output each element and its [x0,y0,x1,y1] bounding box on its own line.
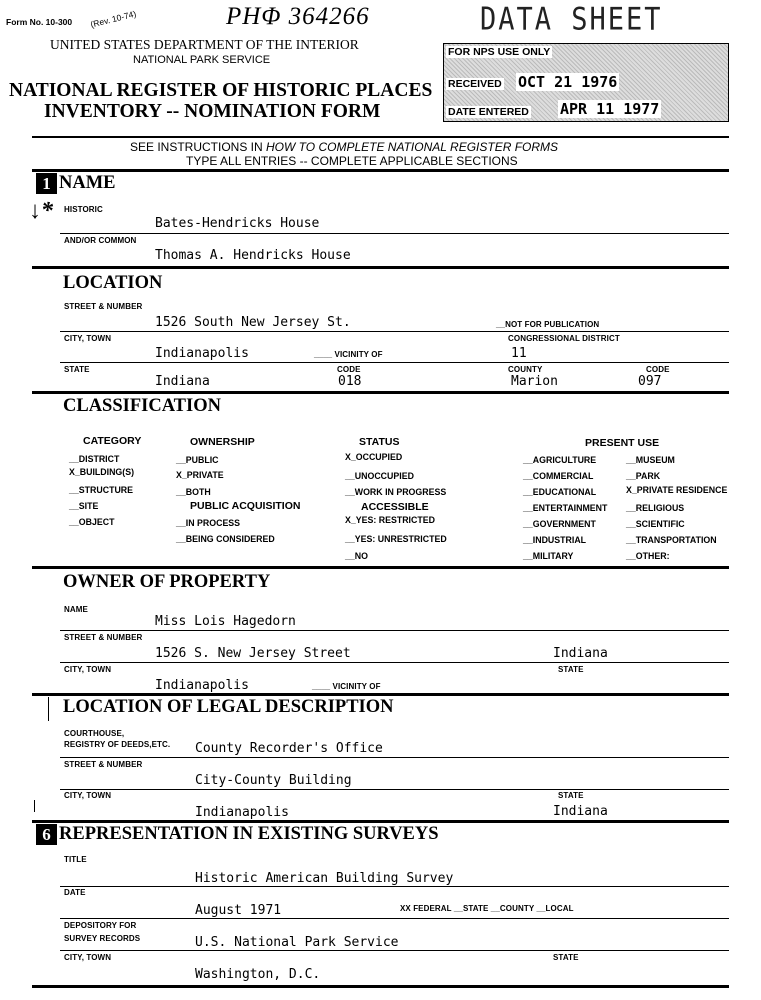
street-value: 1526 South New Jersey St. [155,315,351,330]
divider [32,266,729,269]
received-date: OCT 21 1976 [518,73,618,91]
public-acquisition-heading: PUBLIC ACQUISITION [190,500,301,512]
legal-state-label: STATE [558,791,584,800]
accessible-heading: ACCESSIBLE [361,501,429,513]
instructions-title: HOW TO COMPLETE NATIONAL REGISTER FORMS [266,140,559,154]
divider [32,169,729,172]
received-label: RECEIVED [448,78,502,90]
present-use-heading: PRESENT USE [585,437,660,449]
code2-label: CODE [646,365,670,374]
legal-street-label: STREET & NUMBER [64,760,143,769]
use-private-residence: X_PRIVATE RESIDENCE [626,485,728,495]
use-military: __MILITARY [523,551,574,561]
field-rule [60,886,729,887]
department-name: UNITED STATES DEPARTMENT OF THE INTERIOR [50,37,359,52]
survey-date: August 1971 [195,903,282,918]
courthouse-label-2: REGISTRY OF DEEDS,ETC. [64,740,171,749]
nps-use-box [443,43,729,122]
use-transportation: __TRANSPORTATION [626,535,717,545]
category-heading: CATEGORY [83,435,142,447]
acquisition-being-considered: __BEING CONSIDERED [176,534,275,544]
category-buildings: X_BUILDING(S) [69,467,135,477]
form-number: Form No. 10-300 [6,17,73,27]
ownership-public: __PUBLIC [176,455,219,465]
field-rule [60,918,729,919]
ownership-private: X_PRIVATE [176,470,224,480]
courthouse-value: County Recorder's Office [195,741,383,756]
historic-label: HISTORIC [64,205,103,214]
use-park: __PARK [626,471,661,481]
field-rule [60,331,729,332]
congressional-district-value: 11 [511,346,527,361]
section-number: 6 [36,824,57,845]
common-name: Thomas A. Hendricks House [155,248,351,263]
section-title: REPRESENTATION IN EXISTING SURVEYS [59,824,439,844]
common-name-label: AND/OR COMMON [64,236,137,245]
accessible-restricted: X_YES: RESTRICTED [345,515,435,525]
legal-city: Indianapolis [195,805,289,820]
section-title: NAME [59,173,116,193]
owner-state-label: STATE [558,665,584,674]
status-heading: STATUS [359,436,400,448]
state-label: STATE [64,365,90,374]
ownership-both: __BOTH [176,487,211,497]
legal-city-label: CITY, TOWN [64,791,112,800]
use-entertainment: __ENTERTAINMENT [523,503,608,513]
owner-city: Indianapolis [155,678,249,693]
use-commercial: __COMMERCIAL [523,471,594,481]
divider [32,985,729,988]
county-label: COUNTY [508,365,543,374]
category-structure: __STRUCTURE [69,485,134,495]
county-value: Marion [511,374,558,389]
divider [32,391,729,394]
survey-title: Historic American Building Survey [195,871,454,886]
instructions-line-1 [130,140,558,154]
code-label: CODE [337,365,361,374]
status-work-in-progress: __WORK IN PROGRESS [345,487,447,497]
instructions-line-2: TYPE ALL ENTRIES -- COMPLETE APPLICABLE SECTIONS [186,154,518,168]
section-number: 1 [36,173,57,194]
state-value: Indiana [155,374,210,389]
date-entered-value: APR 11 1977 [560,100,660,118]
owner-heading: OWNER OF PROPERTY [63,572,271,592]
divider [32,820,729,823]
owner-vicinity-text: VICINITY OF [332,682,381,691]
divider [32,566,729,569]
courthouse-label-1: COURTHOUSE, [64,729,125,738]
owner-street-label: STREET & NUMBER [64,633,143,642]
depository-label-1: DEPOSITORY FOR [64,921,137,930]
use-government: __GOVERNMENT [523,519,596,529]
historic-name: Bates-Hendricks House [155,216,320,231]
margin-mark-line [48,697,49,721]
use-educational: __EDUCATIONAL [523,487,597,497]
form-revision: (Rev. 10-74) [89,8,138,30]
legal-description-heading: LOCATION OF LEGAL DESCRIPTION [63,697,394,717]
handwritten-id: PHΦ 364266 [226,3,370,30]
use-museum: __MUSEUM [626,455,675,465]
category-district: __DISTRICT [69,454,120,464]
accessible-no: __NO [345,551,368,561]
service-name: NATIONAL PARK SERVICE [133,54,271,66]
section-name-heading [36,173,116,194]
category-site: __SITE [69,501,99,511]
use-industrial: __INDUSTRIAL [523,535,587,545]
legal-street: City-County Building [195,773,352,788]
field-rule [60,662,729,663]
field-rule [60,757,729,758]
survey-city-label: CITY, TOWN [64,953,112,962]
form-title-line-1: NATIONAL REGISTER OF HISTORIC PLACES [9,80,433,101]
acquisition-in-process: __IN PROCESS [176,518,241,528]
field-rule [60,233,729,234]
depository-label-2: SURVEY RECORDS [64,934,141,943]
field-rule [60,789,729,790]
classification-heading: CLASSIFICATION [63,396,221,416]
location-heading: LOCATION [63,273,163,293]
divider [32,693,729,696]
ownership-heading: OWNERSHIP [190,436,255,448]
use-other: __OTHER: [626,551,670,561]
accessible-unrestricted: __YES: UNRESTRICTED [345,534,447,544]
nps-use-label: FOR NPS USE ONLY [448,46,551,58]
city-value: Indianapolis [155,346,249,361]
status-unoccupied: __UNOCCUPIED [345,471,414,481]
use-agriculture: __AGRICULTURE [523,455,597,465]
owner-street: 1526 S. New Jersey Street [155,646,351,661]
instructions-text: SEE INSTRUCTIONS IN [130,140,267,154]
depository-value: U.S. National Park Service [195,935,399,950]
data-sheet-stamp: DATA SHEET [480,1,663,38]
status-occupied: X_OCCUPIED [345,452,403,462]
use-scientific: __SCIENTIFIC [626,519,685,529]
owner-name: Miss Lois Hagedorn [155,614,296,629]
field-rule [60,950,729,951]
margin-arrow [34,800,35,812]
survey-date-label: DATE [64,888,86,897]
survey-state-label: STATE [553,953,579,962]
margin-mark: ↓* [29,198,53,224]
category-object: __OBJECT [69,517,115,527]
field-rule [60,630,729,631]
survey-city: Washington, D.C. [195,967,321,982]
surveys-heading [36,824,439,845]
owner-state: Indiana [553,646,608,661]
owner-vicinity: ____ VICINITY OF [312,682,381,691]
city-label: CITY, TOWN [64,334,112,343]
divider [32,136,729,138]
date-entered-label: DATE ENTERED [448,106,529,118]
congressional-district-label: CONGRESSIONAL DISTRICT [508,334,620,343]
form-title-line-2: INVENTORY -- NOMINATION FORM [44,101,381,122]
state-code-value: 018 [338,374,362,389]
survey-title-label: TITLE [64,855,87,864]
use-religious: __RELIGIOUS [626,503,685,513]
survey-levels: XX FEDERAL __STATE __COUNTY __LOCAL [400,904,574,913]
owner-name-label: NAME [64,605,88,614]
legal-state: Indiana [553,804,608,819]
county-code-value: 097 [638,374,662,389]
owner-city-label: CITY, TOWN [64,665,112,674]
vicinity-text: VICINITY OF [334,350,383,359]
not-for-publication: __NOT FOR PUBLICATION [496,320,600,329]
street-label: STREET & NUMBER [64,302,143,311]
field-rule [60,362,729,363]
vicinity-label: ____ VICINITY OF [314,350,383,359]
